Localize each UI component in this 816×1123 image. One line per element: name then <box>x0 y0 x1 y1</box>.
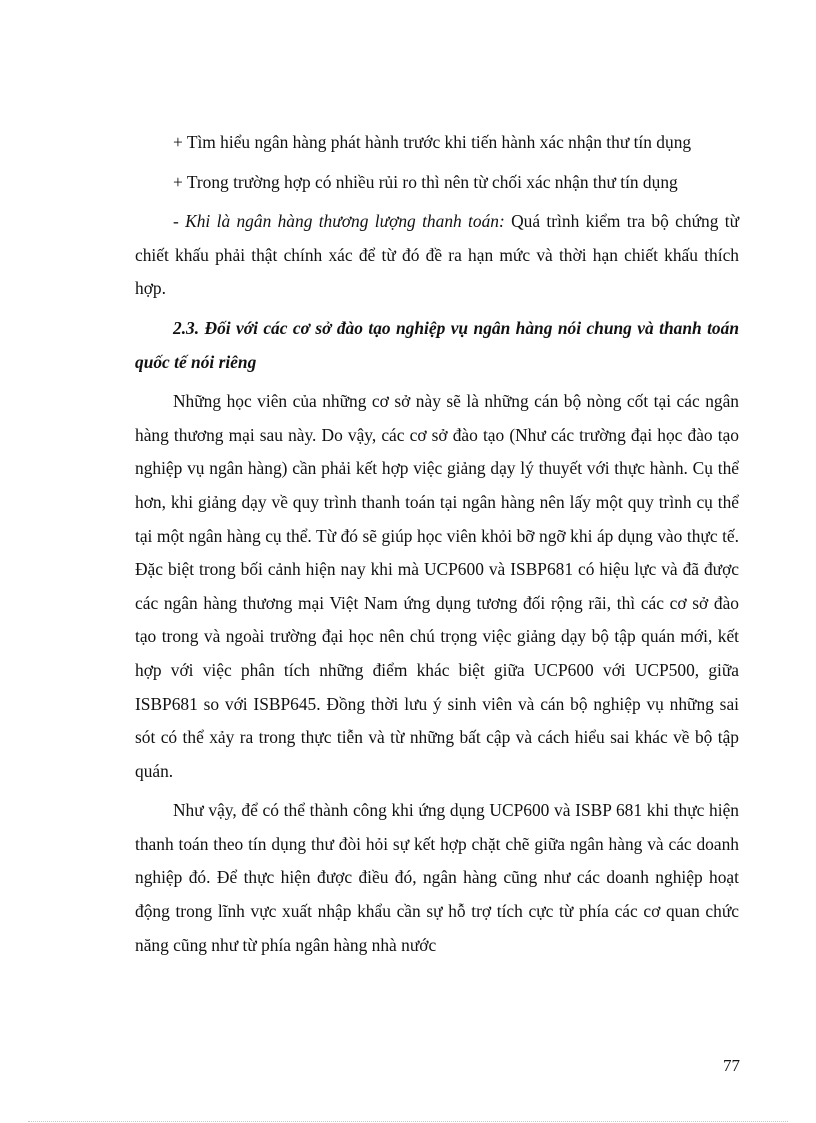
paragraph-1: + Tìm hiểu ngân hàng phát hành trước khi tiến hành xác nhận thư tín dụng <box>173 132 692 152</box>
paragraph-3-lead: - Khi là ngân hàng thương lượng thanh toán: <box>173 211 505 232</box>
section-heading: 2.3. Đối với các cơ sở đào tạo nghiệp vụ ngân hàng nói chung và thanh toán quốc tế nói riêng <box>135 317 739 372</box>
paragraph-3 <box>135 205 739 306</box>
page-bottom-border <box>28 1121 788 1122</box>
body-text <box>135 126 739 968</box>
paragraph-3-body: Quá trình kiểm tra bộ chứng từ chiết khấu phải thật chính xác để từ đó đề ra hạn mức và thời hạn chiết khấu thích hợp. <box>135 211 739 299</box>
paragraph-2: + Trong trường hợp có nhiều rủi ro thì nên từ chối xác nhận thư tín dụng <box>173 171 678 192</box>
paragraph-5: Như vậy, để có thể thành công khi ứng dụng UCP600 và ISBP 681 khi thực hiện thanh toán theo tín dụng thư đòi hỏi sự kết hợp chặt chẽ giữa ngân hàng và các doanh nghiệp đó. Để thực hiện được điều đó, ngân hàng cũng như các doanh nghiệp hoạt động trong lĩnh vực xuất nhập khẩu cần sự hỗ trợ tích cực từ phía các cơ quan chức năng cũng như từ phía ngân hàng nhà nước <box>135 800 739 955</box>
paragraph-4: Những học viên của những cơ sở này sẽ là những cán bộ nòng cốt tại các ngân hàng thương mại sau này. Do vậy, các cơ sở đào tạo (Như các trường đại học đào tạo nghiệp vụ ngân hàng) cần phải kết hợp việc giảng dạy lý thuyết với thực hành. Cụ thể hơn, khi giảng dạy về quy trình thanh toán tại ngân hàng nên lấy một quy trình cụ thể tại một ngân hàng cụ thể. Từ đó sẽ giúp học viên khỏi bỡ ngỡ khi áp dụng vào thực tế. Đặc biệt trong bối cảnh hiện nay khi mà UCP600 và ISBP681 có hiệu lực và đã được các ngân hàng thương mại Việt Nam ứng dụng tương đối rộng rãi, thì các cơ sở đào tạo trong và ngoài trường đại học nên chú trọng việc giảng dạy bộ tập quán mới, kết hợp với việc phân tích những điểm khác biệt giữa UCP600 với UCP500, giữa ISBP681 so với ISBP645. Đồng thời lưu ý sinh viên và cán bộ nghiệp vụ những sai sót có thể xảy ra trong thực tiễn và từ những bất cập và cách hiểu sai khác về bộ tập quán. <box>135 391 739 781</box>
page-number: 77 <box>723 1056 740 1075</box>
